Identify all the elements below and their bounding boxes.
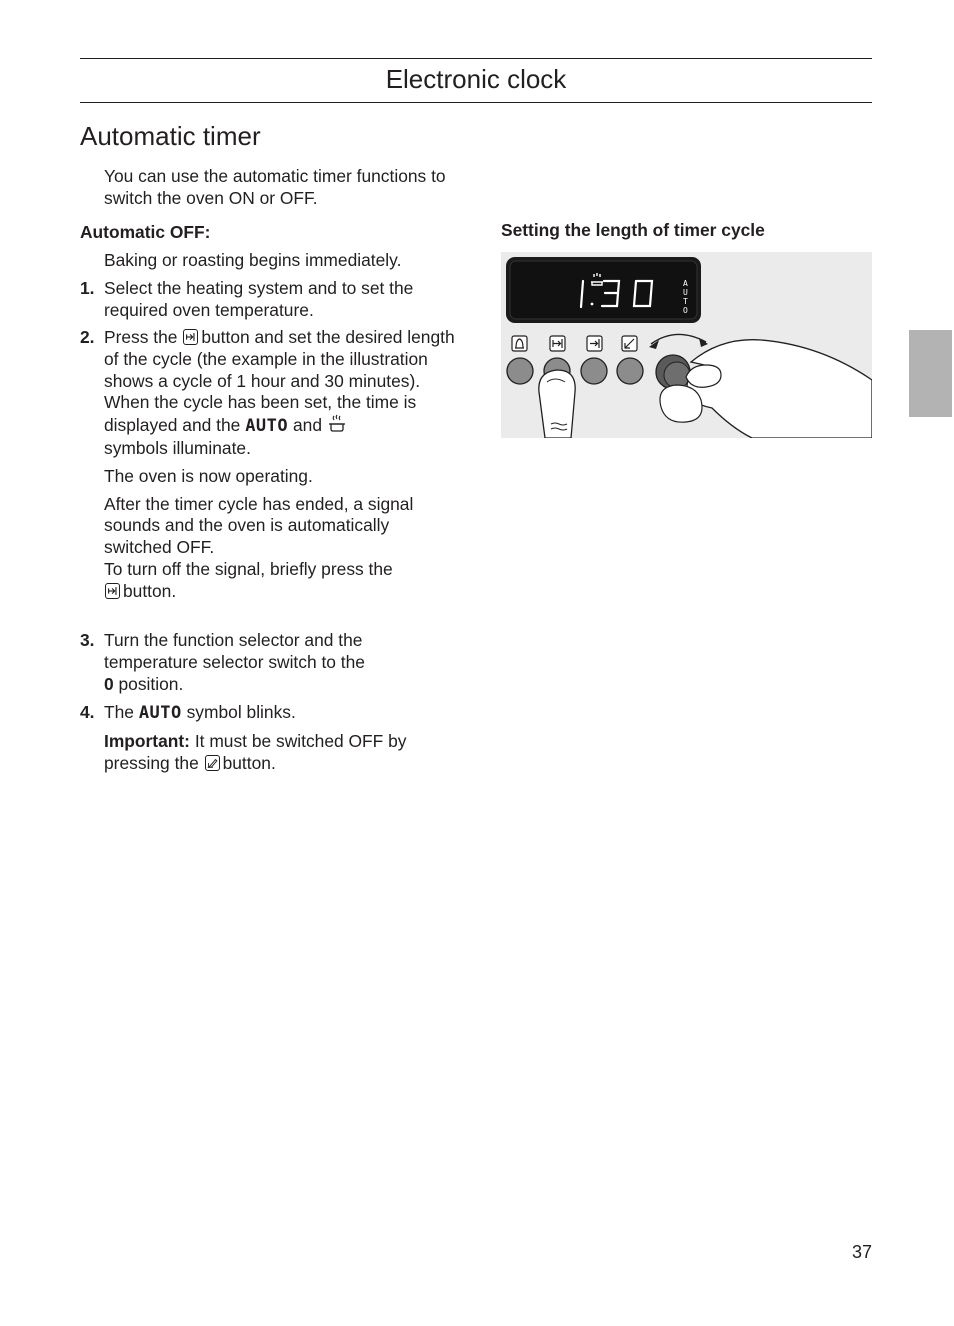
step-1-number: 1. [80,278,95,298]
cycle-length-icon [183,329,198,345]
step-3-text: Turn the function selector and the temperature selector switch to the [104,630,365,672]
button-word: button. [222,752,276,773]
turn-off-signal [104,559,459,603]
step-4-instruction [104,702,459,725]
important-note [104,731,459,775]
important-label: Important: [104,730,190,751]
step-1-text: Select the heating system and to set the required oven temperature. [104,278,414,320]
oven-pot-icon [327,414,347,434]
step-3-number: 3. [80,630,95,650]
step-4-post: symbol blinks. [186,702,296,722]
manual-button[interactable] [617,358,643,384]
step-3-block [104,630,459,695]
auto-symbol: AUTO [138,703,182,723]
step-2-cycle-set [104,392,459,459]
page-number: 37 [851,1242,872,1262]
figure-caption: Setting the length of timer cycle [501,220,765,240]
cycle-set-text: When the cycle has been set, the time is displayed and the [104,392,417,436]
manual-icon [205,755,220,771]
control-panel-illustration [501,252,872,438]
intro-paragraph: You can use the automatic timer functions to switch the oven ON or OFF. [104,166,446,208]
symbols-text: symbols illuminate. [104,437,251,458]
section-title: Automatic timer [80,121,261,151]
and-word: and [292,415,322,436]
page-header-title: Electronic clock [385,64,567,94]
auto-letter-t: T [683,297,688,306]
oven-operating-text: The oven is now operating. [104,465,313,486]
chapter-tab-marker [909,330,952,417]
step-4-pre: The [104,702,134,722]
step-2-block [104,327,459,603]
step-4-block [104,702,459,774]
auto-letter-u: U [683,288,688,297]
turn-off-signal-text: To turn off the signal, briefly press the [104,558,393,579]
automatic-off-heading: Automatic OFF: [80,222,211,242]
header-rule-bottom [80,102,872,103]
step-2-number: 2. [80,327,95,347]
display-auto-letters [683,279,688,315]
after-cycle-text: After the timer cycle has ended, a signal sounds and the oven is automatically switched OFF. [104,493,414,558]
important-text: It must be switched OFF by pressing the [104,730,407,773]
hand-right-icon [687,340,872,438]
button-word: button. [123,580,177,601]
auto-symbol: AUTO [245,416,289,437]
header-rule-top [80,58,872,59]
cycle-length-icon [105,583,120,599]
control-panel-drawing [501,252,872,438]
end-time-button[interactable] [581,358,607,384]
rotation-arrow [651,334,706,344]
step-4-number: 4. [80,702,95,722]
step-2-post: button and set the desired length of the cycle (the example in the illustration shows a cycle of 1 hour and 30 minutes). [104,327,455,391]
bell-button[interactable] [507,358,533,384]
zero-position-value: 0 [104,673,114,694]
auto-letter-o: O [683,306,688,315]
step-2-pre: Press the [104,327,178,347]
step-3-text-end: position. [118,673,184,694]
auto-letter-a: A [683,279,688,288]
bell-icon [512,336,527,351]
automatic-off-lead: Baking or roasting begins immediately. [104,250,402,270]
step-2-instruction [104,327,459,392]
